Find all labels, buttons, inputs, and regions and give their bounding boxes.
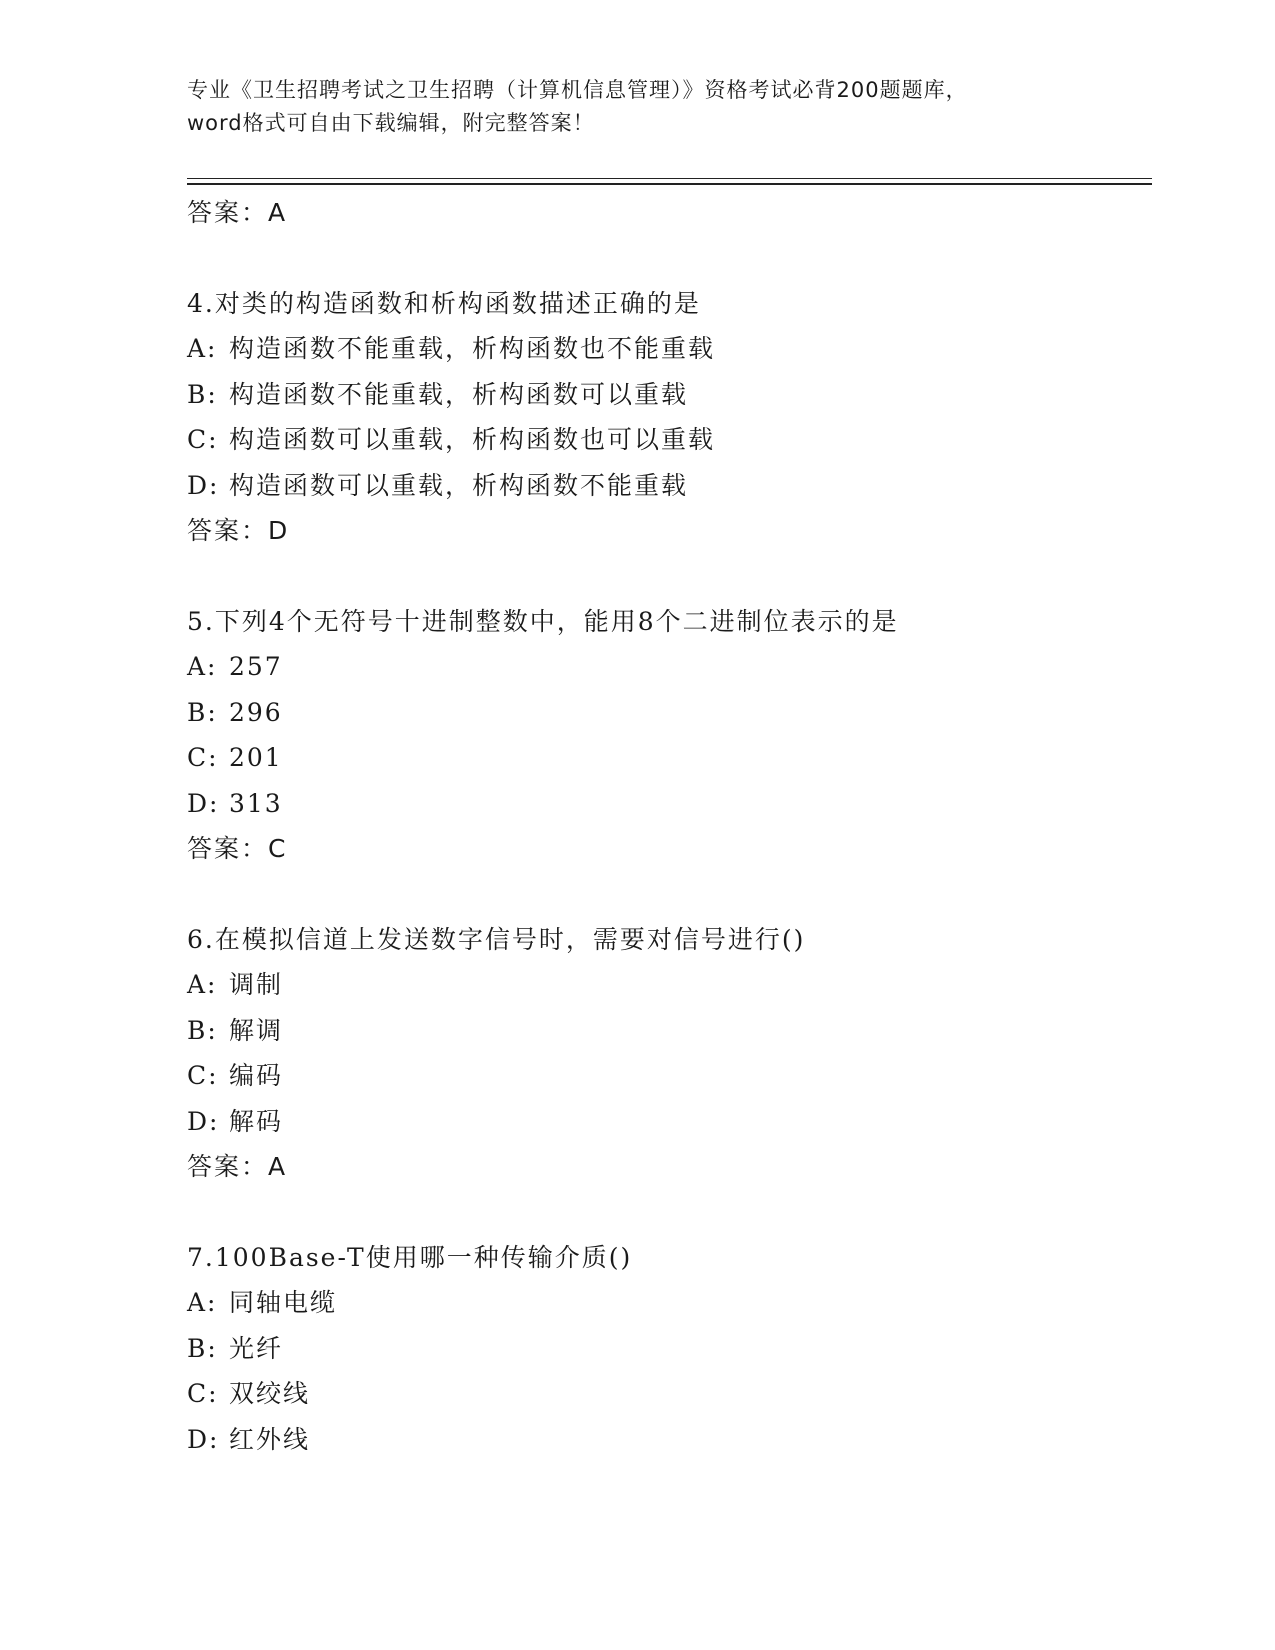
option-letter: B: (187, 1015, 218, 1045)
option-d (187, 1417, 1147, 1463)
option-letter: A: (187, 1288, 218, 1317)
option-a (187, 962, 1147, 1008)
option-b (187, 1008, 1147, 1054)
option-letter: C: (187, 1379, 219, 1408)
question-text: 4.对类的构造函数和析构函数描述正确的是 (187, 289, 701, 318)
option-c (187, 1053, 1147, 1099)
option-b (187, 372, 1147, 418)
option-text: 双绞线 (229, 1379, 311, 1408)
option-text: 构造函数不能重载，析构函数也不能重载 (229, 334, 716, 363)
option-text: 光纤 (229, 1333, 284, 1363)
answer-line: 答案：A (187, 198, 288, 227)
header-rule-thick (187, 183, 1152, 185)
answer-line: 答案：D (187, 516, 290, 545)
option-d (187, 463, 1147, 509)
question-text: 6.在模拟信道上发送数字信号时，需要对信号进行() (187, 925, 806, 954)
option-text: 红外线 (229, 1424, 311, 1454)
option-letter: D: (187, 1424, 220, 1454)
header-line-1: 专业《卫生招聘考试之卫生招聘（计算机信息管理）》资格考试必背200题题库， (187, 78, 968, 102)
option-text: 编码 (229, 1061, 284, 1090)
option-letter: C: (187, 743, 219, 772)
option-letter: B: (187, 1333, 218, 1363)
option-c (187, 1371, 1147, 1417)
option-letter: D: (187, 470, 220, 500)
answer-line: 答案：A (187, 1152, 288, 1181)
option-text: 调制 (229, 970, 284, 999)
option-letter: D: (187, 1106, 220, 1136)
option-text: 构造函数不能重载，析构函数可以重载 (229, 379, 689, 409)
option-letter: C: (187, 1061, 219, 1090)
option-c (187, 417, 1147, 463)
option-letter: D: (187, 788, 220, 818)
option-text: 201 (229, 743, 283, 772)
header-rule-thin (187, 178, 1152, 179)
option-letter: A: (187, 652, 218, 681)
question-block (187, 917, 1147, 1189)
document-header (187, 74, 1087, 140)
option-letter: A: (187, 334, 218, 363)
option-d (187, 1099, 1147, 1145)
option-text: 296 (229, 697, 283, 727)
option-text: 构造函数可以重载，析构函数也可以重载 (229, 425, 716, 454)
question-block (187, 599, 1147, 871)
option-b (187, 690, 1147, 736)
question-text: 7.100Base-T使用哪一种传输介质() (187, 1243, 633, 1272)
header-line-2: word格式可自由下载编辑，附完整答案！ (187, 111, 595, 135)
option-letter: C: (187, 425, 219, 454)
option-letter: A: (187, 970, 218, 999)
option-a (187, 644, 1147, 690)
question-block (187, 1235, 1147, 1462)
option-b (187, 1326, 1147, 1372)
option-text: 解调 (229, 1015, 284, 1045)
option-letter: B: (187, 697, 218, 727)
question-block (187, 281, 1147, 553)
question-text: 5.下列4个无符号十进制整数中，能用8个二进制位表示的是 (187, 607, 899, 636)
option-text: 解码 (229, 1106, 284, 1136)
option-d (187, 781, 1147, 827)
question-list (187, 190, 1147, 1462)
option-a (187, 326, 1147, 372)
option-text: 313 (229, 788, 283, 818)
option-letter: B: (187, 379, 218, 409)
answer-line: 答案：C (187, 834, 288, 863)
option-text: 257 (229, 652, 283, 681)
option-text: 同轴电缆 (229, 1288, 338, 1317)
option-text: 构造函数可以重载，析构函数不能重载 (229, 470, 689, 500)
option-c (187, 735, 1147, 781)
option-a (187, 1280, 1147, 1326)
